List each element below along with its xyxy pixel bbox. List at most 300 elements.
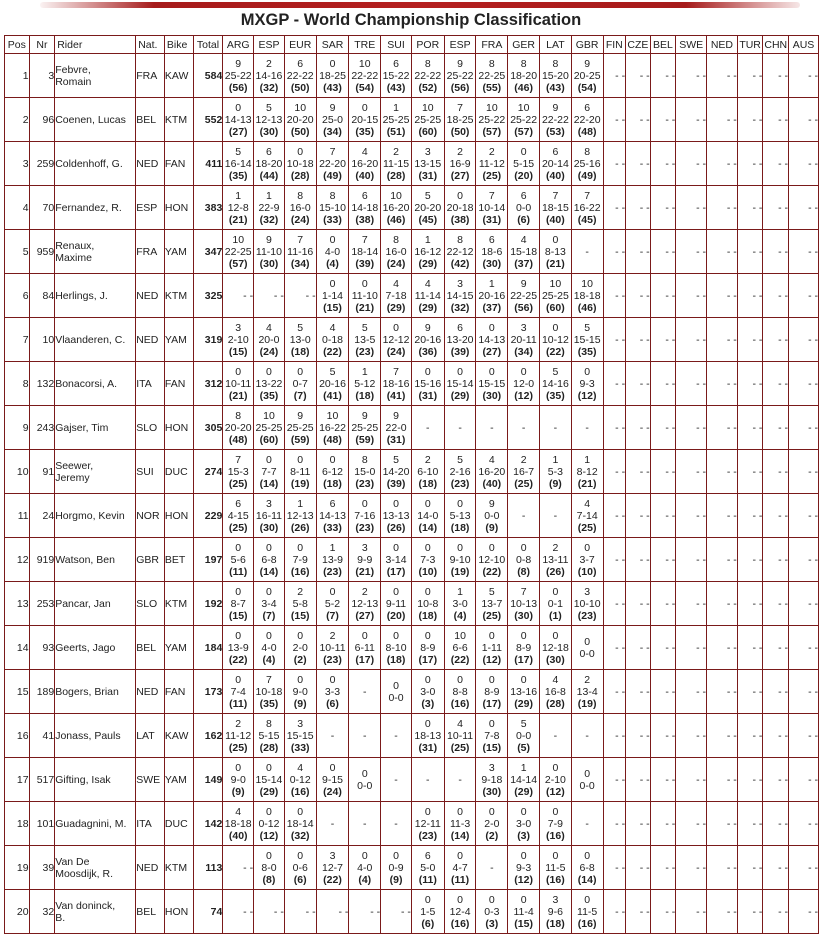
race-result-cell (444, 714, 476, 758)
future-round-cell: - - (789, 758, 819, 802)
bonus-points: 0 (457, 541, 463, 554)
race-result-cell (411, 714, 444, 758)
moto-points: 12-7 (321, 861, 343, 874)
race-result-cell (476, 362, 508, 406)
rider-number-cell: 243 (29, 406, 55, 450)
moto-points: 8-12 (576, 465, 598, 478)
column-header-bel: BEL (650, 36, 676, 54)
race-result-cell (381, 758, 412, 802)
bonus-points: 0 (584, 767, 591, 780)
race-result-cell (540, 98, 572, 142)
future-round-cell: - - (737, 582, 763, 626)
rider-name-cell: Van De Moosdijk, R. (55, 846, 136, 890)
total-points-cell: 347 (193, 230, 223, 274)
moto-points: 20-0 (258, 333, 280, 346)
round-total: (56) (228, 81, 248, 94)
race-result-cell (571, 54, 603, 98)
bonus-points: 0 (424, 585, 431, 598)
rider-number-cell: 253 (29, 582, 55, 626)
bonus-points: 0 (361, 497, 368, 510)
bonus-points: 3 (424, 145, 431, 158)
bonus-points: 0 (488, 541, 495, 554)
empty-result: - - (370, 905, 381, 918)
race-result-cell (349, 318, 381, 362)
round-total: (29) (418, 257, 438, 270)
bonus-points: 0 (457, 673, 463, 686)
moto-points: 20-16 (414, 333, 442, 346)
bonus-points: 10 (549, 277, 562, 290)
bonus-points: 0 (235, 629, 242, 642)
round-total: (23) (418, 829, 438, 842)
future-round-cell: - - (763, 186, 789, 230)
race-result-cell (508, 802, 540, 846)
table-row (5, 362, 819, 406)
rider-name-cell: Seewer, Jeremy (55, 450, 136, 494)
race-result-cell (571, 802, 603, 846)
future-round-cell: - - (676, 406, 707, 450)
race-result-cell (444, 98, 476, 142)
bonus-points: 0 (424, 893, 431, 906)
race-result-cell (508, 758, 540, 802)
future-round-cell: - - (626, 274, 651, 318)
future-round-cell: - - (763, 406, 789, 450)
bonus-points: 4 (361, 145, 368, 158)
bonus-points: 0 (424, 541, 431, 554)
round-total: (35) (546, 389, 565, 402)
round-total: (2) (293, 653, 307, 666)
race-result-cell (540, 406, 572, 450)
bonus-points: 2 (266, 57, 272, 70)
future-round-cell: - - (603, 406, 626, 450)
moto-points: 12-13 (351, 597, 379, 610)
future-round-cell: - - (603, 54, 626, 98)
empty-result: - (553, 421, 558, 434)
round-total: (31) (418, 741, 438, 754)
future-round-cell: - - (650, 230, 676, 274)
bonus-points: 0 (235, 585, 242, 598)
round-total: (41) (323, 389, 342, 402)
bonus-points: 4 (393, 277, 399, 290)
race-result-cell (254, 846, 285, 890)
position-cell: 11 (5, 494, 30, 538)
moto-points: 8-0 (261, 861, 277, 874)
race-result-cell (349, 758, 381, 802)
race-result-cell (411, 450, 444, 494)
race-result-cell (284, 670, 316, 714)
bonus-points: 8 (329, 189, 336, 202)
bonus-points: 4 (520, 233, 527, 246)
moto-points: 18-14 (286, 817, 314, 830)
moto-points: 2-0 (292, 641, 308, 654)
future-round-cell: - - (650, 186, 676, 230)
column-header-sar: SAR (316, 36, 349, 54)
rider-number-cell: 91 (29, 450, 55, 494)
moto-points: 25-22 (478, 113, 506, 126)
race-result-cell (254, 98, 285, 142)
moto-points: 10-18 (286, 157, 314, 170)
race-result-cell (476, 230, 508, 274)
moto-points: 22-22 (351, 69, 379, 82)
moto-points: 20-11 (510, 333, 537, 346)
column-header-pos: Pos (5, 36, 30, 54)
round-total: (12) (482, 653, 502, 666)
race-result-cell (411, 274, 444, 318)
future-round-cell: - - (789, 538, 819, 582)
round-total: (49) (577, 169, 597, 182)
round-total: (17) (418, 653, 438, 666)
rider-name-cell: Coenen, Lucas (55, 98, 136, 142)
bonus-points: 1 (297, 497, 304, 510)
bonus-points: 0 (266, 365, 272, 378)
moto-points: 13-5 (354, 333, 376, 346)
race-result-cell (411, 142, 444, 186)
race-result-cell (316, 494, 349, 538)
table-row (5, 142, 819, 186)
rider-number-cell: 101 (29, 802, 55, 846)
bonus-points: 0 (266, 805, 272, 818)
table-row (5, 406, 819, 450)
future-round-cell: - - (676, 890, 707, 934)
table-row (5, 846, 819, 890)
future-round-cell: - - (789, 890, 819, 934)
future-round-cell: - - (603, 714, 626, 758)
bonus-points: 0 (297, 805, 304, 818)
race-result-cell (254, 802, 285, 846)
round-total: (18) (323, 477, 342, 490)
future-round-cell: - - (626, 626, 651, 670)
race-result-cell (444, 538, 476, 582)
bonus-points: 7 (235, 453, 242, 466)
bonus-points: 10 (421, 101, 434, 114)
moto-points: 22-12 (446, 245, 474, 258)
future-round-cell: - - (676, 670, 707, 714)
future-round-cell: - - (707, 714, 738, 758)
race-result-cell (223, 758, 254, 802)
bonus-points: 2 (235, 717, 242, 730)
future-round-cell: - - (763, 670, 789, 714)
race-result-cell (444, 450, 476, 494)
round-total: (21) (355, 301, 375, 314)
table-row (5, 450, 819, 494)
nationality-cell: NED (136, 670, 165, 714)
rider-name-cell: Bogers, Brian (55, 670, 136, 714)
race-result-cell (476, 714, 508, 758)
race-result-cell (381, 406, 412, 450)
race-result-cell (508, 142, 540, 186)
future-round-cell: - - (603, 582, 626, 626)
race-result-cell (284, 406, 316, 450)
future-round-cell: - - (789, 494, 819, 538)
empty-result: - - (273, 289, 284, 302)
moto-points: 6-10 (417, 465, 439, 478)
round-total: (28) (259, 741, 279, 754)
round-total: (24) (290, 213, 310, 226)
moto-points: 10-8 (417, 597, 439, 610)
total-points-cell: 142 (193, 802, 223, 846)
race-result-cell (476, 98, 508, 142)
round-total: (12) (259, 829, 279, 842)
moto-points: 14-16 (255, 69, 283, 82)
moto-points: 9-18 (481, 773, 503, 786)
moto-points: 7-9 (547, 817, 563, 830)
table-header-row (5, 36, 819, 54)
position-cell: 15 (5, 670, 30, 714)
rider-name-cell: Febvre, Romain (55, 54, 136, 98)
round-total: (16) (546, 873, 565, 886)
race-result-cell (508, 54, 540, 98)
race-result-cell (476, 582, 508, 626)
bonus-points: 0 (552, 805, 559, 818)
race-result-cell (381, 54, 412, 98)
moto-points: 9-0 (292, 685, 308, 698)
bike-brand-cell: FAN (164, 362, 193, 406)
race-result-cell (254, 318, 285, 362)
bonus-points: 0 (393, 849, 399, 862)
race-result-cell (349, 406, 381, 450)
moto-points: 16-0 (289, 201, 311, 214)
race-result-cell (316, 186, 349, 230)
round-total: (30) (482, 785, 502, 798)
round-total: (24) (386, 345, 406, 358)
moto-points: 8-13 (544, 245, 566, 258)
rider-name-cell: Pancar, Jan (55, 582, 136, 626)
bonus-points: 6 (235, 497, 242, 510)
future-round-cell: - - (603, 142, 626, 186)
round-total: (12) (577, 389, 597, 402)
total-points-cell: 383 (193, 186, 223, 230)
round-total: (38) (355, 213, 375, 226)
future-round-cell: - - (737, 362, 763, 406)
nationality-cell: FRA (136, 230, 165, 274)
bike-brand-cell: BET (164, 538, 193, 582)
column-header-tur: TUR (737, 36, 763, 54)
column-header-ned: NED (707, 36, 738, 54)
race-result-cell (284, 186, 316, 230)
empty-result: - - (338, 905, 349, 918)
future-round-cell: - - (707, 230, 738, 274)
race-result-cell (571, 670, 603, 714)
bonus-points: 0 (520, 849, 527, 862)
round-total: (28) (290, 169, 310, 182)
round-total: (22) (323, 345, 342, 358)
future-round-cell: - - (789, 362, 819, 406)
bonus-points: 10 (486, 101, 498, 114)
round-total: (30) (514, 609, 533, 622)
round-total: (37) (514, 257, 533, 270)
moto-points: 16-8 (544, 685, 566, 698)
race-result-cell (571, 714, 603, 758)
future-round-cell: - - (737, 450, 763, 494)
table-row (5, 582, 819, 626)
bike-brand-cell: YAM (164, 758, 193, 802)
bonus-points: 6 (393, 57, 399, 70)
round-total: (14) (259, 565, 279, 578)
rider-name-cell: Bonacorsi, A. (55, 362, 136, 406)
bonus-points: 0 (424, 805, 431, 818)
round-total: (23) (323, 565, 342, 578)
round-total: (24) (386, 257, 406, 270)
round-total: (22) (546, 345, 565, 358)
total-points-cell: 312 (193, 362, 223, 406)
bonus-points: 8 (424, 57, 431, 70)
bonus-points: 0 (488, 893, 495, 906)
round-total: (18) (418, 609, 438, 622)
future-round-cell: - - (676, 538, 707, 582)
moto-points: 14-13 (319, 509, 346, 522)
future-round-cell: - - (626, 582, 651, 626)
column-header-sui: SUI (381, 36, 412, 54)
race-result-cell (540, 274, 572, 318)
moto-points: 10-14 (478, 201, 506, 214)
round-total: (6) (326, 697, 339, 710)
bonus-points: 6 (520, 189, 527, 202)
future-round-cell: - - (707, 582, 738, 626)
round-total: (17) (355, 653, 375, 666)
bonus-points: 10 (581, 277, 593, 290)
bonus-points: 0 (393, 629, 399, 642)
moto-points: 16-7 (513, 465, 535, 478)
total-points-cell: 552 (193, 98, 223, 142)
moto-points: 25-22 (510, 113, 538, 126)
race-result-cell (316, 406, 349, 450)
round-total: (50) (290, 81, 310, 94)
future-round-cell: - - (737, 846, 763, 890)
table-body (5, 54, 819, 934)
future-round-cell: - - (789, 582, 819, 626)
race-result-cell (381, 186, 412, 230)
round-total: (12) (514, 389, 533, 402)
future-round-cell: - - (763, 54, 789, 98)
bonus-points: 0 (584, 849, 591, 862)
race-result-cell (223, 538, 254, 582)
future-round-cell: - - (789, 626, 819, 670)
bonus-points: 4 (329, 321, 336, 334)
moto-points: 15-22 (382, 69, 410, 82)
future-round-cell: - - (626, 890, 651, 934)
bonus-points: 0 (266, 541, 272, 554)
moto-points: 5-8 (292, 597, 308, 610)
empty-result: - (330, 729, 335, 742)
round-total: (23) (323, 653, 342, 666)
moto-points: 12-13 (286, 509, 314, 522)
race-result-cell (540, 54, 572, 98)
bonus-points: 0 (361, 101, 368, 114)
future-round-cell: - - (603, 274, 626, 318)
future-round-cell: - - (676, 54, 707, 98)
position-cell: 18 (5, 802, 30, 846)
bonus-points: 0 (235, 101, 242, 114)
rider-number-cell: 32 (29, 890, 55, 934)
race-result-cell (254, 54, 285, 98)
future-round-cell: - - (650, 758, 676, 802)
bonus-points: 1 (520, 761, 527, 774)
moto-points: 0-7 (292, 377, 308, 390)
moto-points: 8-11 (290, 465, 311, 478)
moto-points: 25-25 (382, 113, 410, 126)
round-total: (24) (323, 785, 342, 798)
future-round-cell: - - (789, 318, 819, 362)
race-result-cell (444, 362, 476, 406)
race-result-cell (284, 758, 316, 802)
future-round-cell: - - (707, 538, 738, 582)
round-total: (35) (259, 697, 279, 710)
empty-result: - (363, 729, 367, 742)
round-total: (33) (323, 521, 342, 534)
future-round-cell: - - (626, 714, 651, 758)
position-cell: 12 (5, 538, 30, 582)
race-result-cell (349, 274, 381, 318)
column-header-ger: GER (508, 36, 540, 54)
moto-points: 1-11 (481, 641, 502, 654)
moto-points: 9-9 (357, 553, 373, 566)
total-points-cell: 325 (193, 274, 223, 318)
round-total: (3) (517, 829, 531, 842)
race-result-cell (508, 186, 540, 230)
race-result-cell (411, 802, 444, 846)
future-round-cell: - - (676, 846, 707, 890)
moto-points: 25-22 (446, 69, 474, 82)
race-result-cell (540, 890, 572, 934)
race-result-cell (316, 538, 349, 582)
race-result-cell (284, 890, 316, 934)
table-row (5, 54, 819, 98)
race-result-cell (223, 494, 254, 538)
race-result-cell (444, 186, 476, 230)
moto-points: 11-15 (382, 157, 410, 170)
future-round-cell: - - (737, 538, 763, 582)
round-total: (51) (386, 125, 406, 138)
total-points-cell: 411 (193, 142, 223, 186)
race-result-cell (571, 890, 603, 934)
bonus-points: 0 (266, 761, 272, 774)
future-round-cell: - - (789, 230, 819, 274)
race-result-cell (349, 670, 381, 714)
total-points-cell: 197 (193, 538, 223, 582)
race-result-cell (411, 846, 444, 890)
bike-brand-cell: KTM (164, 274, 193, 318)
bonus-points: 10 (232, 233, 245, 246)
bonus-points: 0 (329, 761, 336, 774)
future-round-cell: - - (789, 714, 819, 758)
bonus-points: 7 (361, 233, 368, 246)
round-total: (19) (577, 697, 597, 710)
moto-points: 10-11 (225, 377, 252, 390)
moto-points: 15-20 (541, 69, 569, 82)
future-round-cell: - - (626, 494, 651, 538)
moto-points: 10-18 (255, 685, 283, 698)
moto-points: 6-6 (452, 641, 468, 654)
rider-name-cell: Coldenhoff, G. (55, 142, 136, 186)
moto-points: 5-15 (258, 729, 280, 742)
round-total: (11) (451, 873, 470, 886)
future-round-cell: - - (707, 274, 738, 318)
bonus-points: 1 (329, 541, 336, 554)
round-total: (24) (259, 345, 279, 358)
column-header-eur: EUR (284, 36, 316, 54)
round-total: (16) (577, 917, 597, 930)
race-result-cell (508, 846, 540, 890)
bonus-points: 6 (552, 145, 559, 158)
round-total: (36) (418, 345, 438, 358)
moto-points: 0-0 (357, 779, 373, 792)
bonus-points: 6 (329, 497, 336, 510)
moto-points: 4-0 (357, 861, 373, 874)
bonus-points: 8 (235, 409, 242, 422)
future-round-cell: - - (626, 362, 651, 406)
race-result-cell (316, 362, 349, 406)
future-round-cell: - - (603, 494, 626, 538)
bonus-points: 8 (520, 57, 527, 70)
